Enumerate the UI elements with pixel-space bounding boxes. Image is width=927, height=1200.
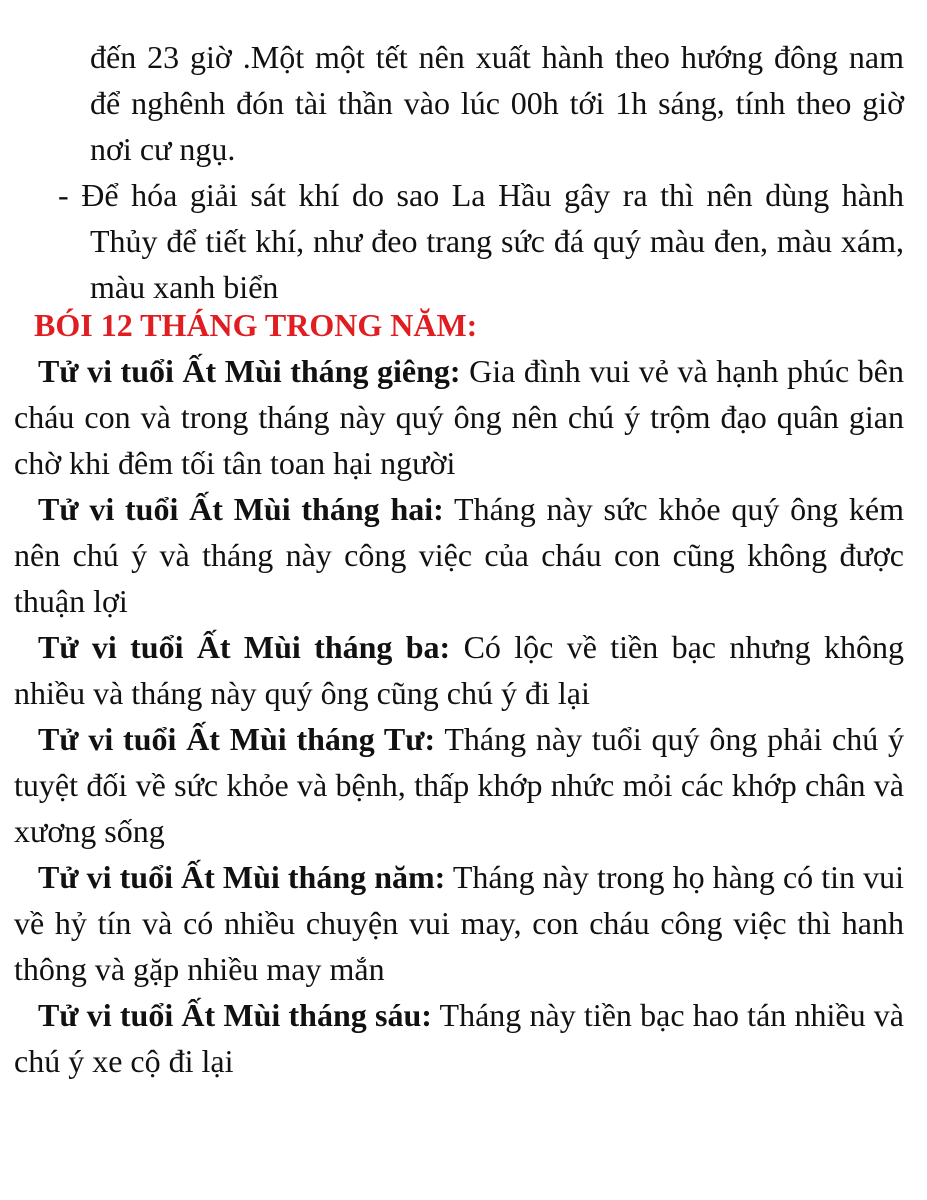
month-text: Có lộc về tiền bạc nhưng không nhiều và tháng này quý ông cũng chú ý đi lại bbox=[14, 629, 905, 711]
month-label: Tử vi tuổi Ất Mùi tháng năm: bbox=[38, 859, 446, 895]
month-text: Tháng này tuổi quý ông phải chú ý tuyệt đối về sức khỏe và bệnh, thấp khớp nhức mỏi các khớp chân và xương sống bbox=[14, 721, 905, 849]
bullet-text: Để hóa giải sát khí do sao La Hầu gây ra thì nên dùng hành Thủy để tiết khí, như đeo trang sức đá quý màu đen, màu xám, màu xanh biển bbox=[81, 177, 904, 305]
month-text: Tháng này sức khỏe quý ông kém nên chú ý và tháng này công việc của cháu con cũng không được thuận lợi bbox=[14, 491, 905, 619]
month-paragraph-4 bbox=[14, 716, 904, 854]
month-paragraph-3 bbox=[14, 624, 904, 716]
month-label: Tử vi tuổi Ất Mùi tháng ba: bbox=[38, 629, 451, 665]
month-text: Tháng này tiền bạc hao tán nhiều và chú ý xe cộ đi lại bbox=[14, 997, 905, 1079]
month-text: Gia đình vui vẻ và hạnh phúc bên cháu con và trong tháng này quý ông nên chú ý trộm đạo quân gian chờ khi đêm tối tân toan hại người bbox=[14, 353, 905, 481]
month-paragraph-2 bbox=[14, 486, 904, 624]
month-label: Tử vi tuổi Ất Mùi tháng Tư: bbox=[38, 721, 436, 757]
month-text: Tháng này trong họ hàng có tin vui về hỷ tín và có nhiều chuyện vui may, con cháu công việc thì hanh thông và gặp nhiều may mắn bbox=[14, 859, 905, 987]
month-label: Tử vi tuổi Ất Mùi tháng hai: bbox=[38, 491, 444, 527]
section-title: BÓI 12 THÁNG TRONG NĂM: bbox=[34, 307, 478, 343]
bullet-paragraph bbox=[58, 172, 904, 310]
intro-paragraph bbox=[90, 34, 904, 172]
month-paragraph-1 bbox=[14, 348, 904, 486]
month-paragraph-6 bbox=[14, 992, 904, 1084]
month-label: Tử vi tuổi Ất Mùi tháng giêng: bbox=[38, 353, 461, 389]
intro-text: đến 23 giờ .Một một tết nên xuất hành theo hướng đông nam để nghênh đón tài thần vào lúc 00h tới 1h sáng, tính theo giờ nơi cư ngụ. bbox=[90, 39, 904, 167]
bullet-marker: - bbox=[58, 177, 69, 213]
month-paragraph-5 bbox=[14, 854, 904, 992]
month-label: Tử vi tuổi Ất Mùi tháng sáu: bbox=[38, 997, 432, 1033]
